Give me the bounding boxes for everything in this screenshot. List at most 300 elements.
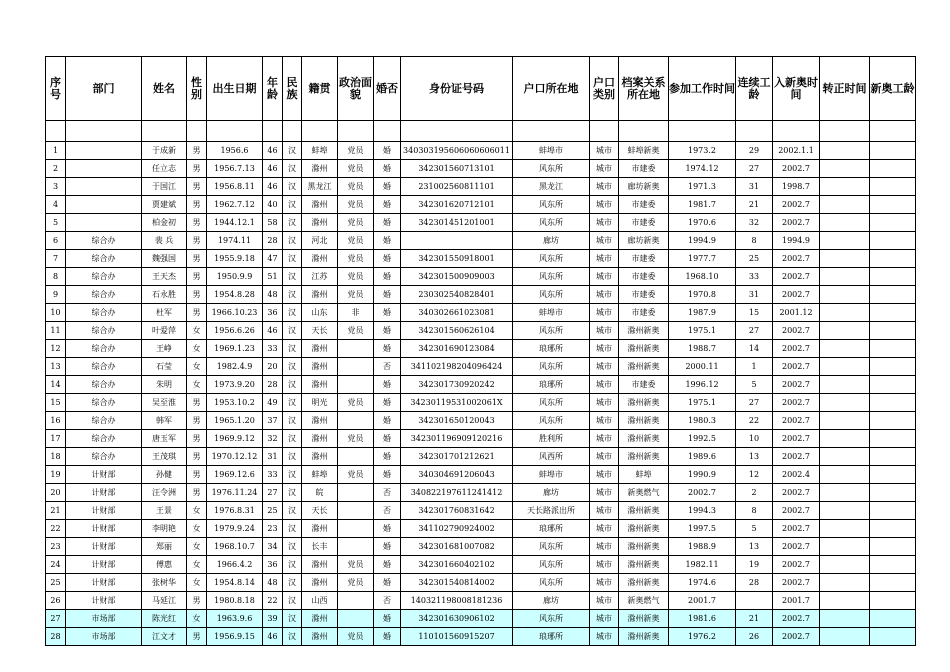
table-cell[interactable]: 滁州 bbox=[302, 196, 338, 214]
table-cell[interactable]: 1971.3 bbox=[669, 178, 736, 196]
table-cell[interactable]: 汉 bbox=[283, 412, 302, 430]
table-cell[interactable]: 3 bbox=[46, 178, 66, 196]
table-cell[interactable]: 男 bbox=[187, 628, 207, 646]
table-row[interactable] bbox=[46, 430, 916, 448]
table-cell[interactable]: 贾建斌 bbox=[142, 196, 187, 214]
table-cell[interactable]: 8 bbox=[736, 502, 773, 520]
table-cell[interactable]: 李明艳 bbox=[142, 520, 187, 538]
table-cell[interactable]: 1970.12.12 bbox=[207, 448, 263, 466]
table-cell[interactable]: 341102790924002 bbox=[401, 520, 513, 538]
table-cell[interactable]: 32 bbox=[263, 430, 283, 448]
table-row[interactable] bbox=[46, 376, 916, 394]
table-cell[interactable]: 风东所 bbox=[513, 268, 590, 286]
table-cell[interactable]: 汉 bbox=[283, 322, 302, 340]
table-cell[interactable]: 13 bbox=[736, 448, 773, 466]
table-cell[interactable]: 孙健 bbox=[142, 466, 187, 484]
table-cell[interactable]: 27 bbox=[46, 610, 66, 628]
table-cell[interactable]: 男 bbox=[187, 250, 207, 268]
table-cell[interactable]: 滁州 bbox=[302, 160, 338, 178]
table-cell[interactable]: 滁州 bbox=[302, 610, 338, 628]
table-cell[interactable]: 城市 bbox=[590, 376, 619, 394]
table-cell[interactable]: 2002.7 bbox=[773, 214, 820, 232]
table-cell[interactable]: 2002.7 bbox=[773, 628, 820, 646]
column-header[interactable]: 性别 bbox=[187, 57, 207, 121]
table-cell[interactable]: 汉 bbox=[283, 448, 302, 466]
table-cell[interactable] bbox=[66, 178, 142, 196]
table-cell[interactable]: 汉 bbox=[283, 430, 302, 448]
table-cell[interactable] bbox=[66, 196, 142, 214]
table-cell[interactable]: 滁州 bbox=[302, 340, 338, 358]
table-cell[interactable]: 非 bbox=[338, 304, 374, 322]
table-cell[interactable]: 婚 bbox=[374, 214, 401, 232]
table-cell[interactable]: 蚌埠市 bbox=[513, 466, 590, 484]
table-cell[interactable]: 11 bbox=[46, 322, 66, 340]
table-cell[interactable]: 1954.8.28 bbox=[207, 286, 263, 304]
table-cell[interactable]: 1988.9 bbox=[669, 538, 736, 556]
table-cell[interactable] bbox=[870, 142, 916, 160]
table-cell[interactable]: 党员 bbox=[338, 430, 374, 448]
table-cell[interactable]: 城市 bbox=[590, 628, 619, 646]
table-cell[interactable]: 滁州新奥 bbox=[619, 412, 669, 430]
table-cell[interactable]: 城市 bbox=[590, 556, 619, 574]
table-cell[interactable]: 21 bbox=[46, 502, 66, 520]
table-cell[interactable]: 2002.7 bbox=[773, 322, 820, 340]
table-cell[interactable]: 党员 bbox=[338, 142, 374, 160]
table-cell[interactable]: 10 bbox=[46, 304, 66, 322]
table-cell[interactable]: 男 bbox=[187, 592, 207, 610]
table-cell[interactable]: 琅琊所 bbox=[513, 376, 590, 394]
table-cell[interactable]: 27 bbox=[263, 484, 283, 502]
table-cell[interactable]: 市建委 bbox=[619, 214, 669, 232]
table-cell[interactable] bbox=[820, 250, 870, 268]
table-cell[interactable]: 女 bbox=[187, 520, 207, 538]
table-cell[interactable]: 男 bbox=[187, 268, 207, 286]
table-cell[interactable]: 汉 bbox=[283, 196, 302, 214]
table-cell[interactable]: 1 bbox=[46, 142, 66, 160]
column-header[interactable]: 部门 bbox=[66, 57, 142, 121]
table-cell[interactable]: 33 bbox=[263, 466, 283, 484]
table-cell[interactable]: 2002.7 bbox=[773, 610, 820, 628]
table-cell[interactable]: 女 bbox=[187, 376, 207, 394]
table-cell[interactable]: 2002.7 bbox=[773, 556, 820, 574]
table-cell[interactable]: 23 bbox=[46, 538, 66, 556]
table-cell[interactable]: 36 bbox=[263, 304, 283, 322]
table-cell[interactable] bbox=[820, 232, 870, 250]
table-cell[interactable]: 山西 bbox=[302, 592, 338, 610]
table-cell[interactable]: 1968.10 bbox=[669, 268, 736, 286]
table-cell[interactable]: 廊坊新奥 bbox=[619, 232, 669, 250]
table-cell[interactable]: 党员 bbox=[338, 394, 374, 412]
table-cell[interactable] bbox=[338, 538, 374, 556]
column-header[interactable]: 年龄 bbox=[263, 57, 283, 121]
table-cell[interactable]: 342301500909003 bbox=[401, 268, 513, 286]
table-cell[interactable]: 342301550918001 bbox=[401, 250, 513, 268]
table-cell[interactable]: 1987.9 bbox=[669, 304, 736, 322]
table-cell[interactable]: 22 bbox=[736, 412, 773, 430]
table-cell[interactable]: 吴至淮 bbox=[142, 394, 187, 412]
table-cell[interactable]: 综合办 bbox=[66, 250, 142, 268]
table-cell[interactable]: 女 bbox=[187, 340, 207, 358]
table-cell[interactable]: 1988.7 bbox=[669, 340, 736, 358]
table-cell[interactable] bbox=[338, 502, 374, 520]
table-cell[interactable]: 10 bbox=[736, 430, 773, 448]
table-cell[interactable]: 2002.7 bbox=[773, 502, 820, 520]
table-cell[interactable] bbox=[66, 142, 142, 160]
table-cell[interactable] bbox=[401, 232, 513, 250]
empty-cell[interactable] bbox=[773, 121, 820, 142]
table-cell[interactable]: 2002.7 bbox=[773, 250, 820, 268]
table-cell[interactable]: 1973.9.20 bbox=[207, 376, 263, 394]
table-cell[interactable] bbox=[820, 592, 870, 610]
table-cell[interactable]: 2002.7 bbox=[669, 484, 736, 502]
table-cell[interactable]: 1989.6 bbox=[669, 448, 736, 466]
table-cell[interactable] bbox=[870, 196, 916, 214]
table-cell[interactable]: 15 bbox=[736, 304, 773, 322]
table-cell[interactable] bbox=[870, 214, 916, 232]
table-cell[interactable]: 1955.9.18 bbox=[207, 250, 263, 268]
table-cell[interactable]: 婚 bbox=[374, 610, 401, 628]
table-cell[interactable]: 婚 bbox=[374, 340, 401, 358]
table-cell[interactable]: 48 bbox=[263, 574, 283, 592]
table-row[interactable] bbox=[46, 610, 916, 628]
table-cell[interactable]: 滁州 bbox=[302, 412, 338, 430]
table-cell[interactable] bbox=[870, 556, 916, 574]
table-cell[interactable] bbox=[870, 538, 916, 556]
table-cell[interactable]: 汉 bbox=[283, 178, 302, 196]
table-cell[interactable]: 否 bbox=[374, 358, 401, 376]
table-cell[interactable]: 23 bbox=[263, 520, 283, 538]
table-cell[interactable]: 滁州新奥 bbox=[619, 448, 669, 466]
table-cell[interactable]: 2002.7 bbox=[773, 268, 820, 286]
table-cell[interactable]: 党员 bbox=[338, 574, 374, 592]
table-cell[interactable]: 1962.7.12 bbox=[207, 196, 263, 214]
table-cell[interactable] bbox=[338, 592, 374, 610]
table-cell[interactable]: 汉 bbox=[283, 232, 302, 250]
table-cell[interactable]: 党员 bbox=[338, 628, 374, 646]
empty-cell[interactable] bbox=[207, 121, 263, 142]
table-cell[interactable]: 1966.4.2 bbox=[207, 556, 263, 574]
table-cell[interactable]: 2002.7 bbox=[773, 196, 820, 214]
table-cell[interactable] bbox=[820, 628, 870, 646]
table-cell[interactable]: 26 bbox=[46, 592, 66, 610]
column-header[interactable]: 政治面貌 bbox=[338, 57, 374, 121]
table-cell[interactable]: 2002.7 bbox=[773, 448, 820, 466]
table-cell[interactable]: 琅琊所 bbox=[513, 520, 590, 538]
table-cell[interactable]: 1975.1 bbox=[669, 394, 736, 412]
table-cell[interactable]: 男 bbox=[187, 214, 207, 232]
table-cell[interactable]: 2001.7 bbox=[773, 592, 820, 610]
table-cell[interactable] bbox=[338, 358, 374, 376]
table-cell[interactable]: 1976.8.31 bbox=[207, 502, 263, 520]
table-cell[interactable]: 滁州新奥 bbox=[619, 574, 669, 592]
table-cell[interactable]: 汉 bbox=[283, 376, 302, 394]
table-cell[interactable]: 25 bbox=[46, 574, 66, 592]
table-cell[interactable]: 风东所 bbox=[513, 250, 590, 268]
table-cell[interactable]: 342301701212621 bbox=[401, 448, 513, 466]
table-cell[interactable]: 计财部 bbox=[66, 556, 142, 574]
table-cell[interactable]: 韩军 bbox=[142, 412, 187, 430]
table-cell[interactable]: 1998.7 bbox=[773, 178, 820, 196]
table-cell[interactable]: 综合办 bbox=[66, 340, 142, 358]
empty-cell[interactable] bbox=[374, 121, 401, 142]
table-cell[interactable]: 2002.4 bbox=[773, 466, 820, 484]
table-cell[interactable]: 1980.3 bbox=[669, 412, 736, 430]
table-cell[interactable]: 2002.7 bbox=[773, 430, 820, 448]
table-cell[interactable]: 城市 bbox=[590, 214, 619, 232]
table-cell[interactable]: 汉 bbox=[283, 466, 302, 484]
table-cell[interactable]: 城市 bbox=[590, 502, 619, 520]
table-cell[interactable]: 男 bbox=[187, 430, 207, 448]
table-cell[interactable]: 婚 bbox=[374, 430, 401, 448]
table-cell[interactable]: 21 bbox=[736, 196, 773, 214]
table-row[interactable] bbox=[46, 160, 916, 178]
table-cell[interactable]: 2002.7 bbox=[773, 160, 820, 178]
table-cell[interactable]: 1956.6 bbox=[207, 142, 263, 160]
table-cell[interactable]: 于成新 bbox=[142, 142, 187, 160]
table-cell[interactable]: 2002.7 bbox=[773, 394, 820, 412]
table-row[interactable] bbox=[46, 502, 916, 520]
table-cell[interactable]: 31 bbox=[263, 448, 283, 466]
table-cell[interactable]: 市场部 bbox=[66, 610, 142, 628]
table-cell[interactable]: 1974.6 bbox=[669, 574, 736, 592]
table-cell[interactable]: 男 bbox=[187, 142, 207, 160]
table-cell[interactable]: 风东所 bbox=[513, 286, 590, 304]
table-cell[interactable]: 37 bbox=[263, 412, 283, 430]
table-cell[interactable] bbox=[820, 394, 870, 412]
table-cell[interactable]: 滁州新奥 bbox=[619, 322, 669, 340]
table-cell[interactable]: 1979.9.24 bbox=[207, 520, 263, 538]
table-cell[interactable]: 8 bbox=[736, 232, 773, 250]
table-row[interactable] bbox=[46, 592, 916, 610]
table-cell[interactable] bbox=[820, 142, 870, 160]
table-cell[interactable]: 婚 bbox=[374, 466, 401, 484]
table-row[interactable] bbox=[46, 412, 916, 430]
table-cell[interactable]: 男 bbox=[187, 412, 207, 430]
table-cell[interactable]: 1956.9.15 bbox=[207, 628, 263, 646]
table-cell[interactable]: 1981.6 bbox=[669, 610, 736, 628]
table-cell[interactable]: 1953.10.2 bbox=[207, 394, 263, 412]
table-cell[interactable]: 综合办 bbox=[66, 322, 142, 340]
table-cell[interactable]: 231002560811101 bbox=[401, 178, 513, 196]
table-cell[interactable]: 32 bbox=[736, 214, 773, 232]
table-cell[interactable]: 河北 bbox=[302, 232, 338, 250]
table-cell[interactable]: 任立志 bbox=[142, 160, 187, 178]
table-cell[interactable]: 石莹 bbox=[142, 358, 187, 376]
table-cell[interactable] bbox=[820, 538, 870, 556]
table-cell[interactable]: 342301451201001 bbox=[401, 214, 513, 232]
column-header[interactable]: 身份证号码 bbox=[401, 57, 513, 121]
table-cell[interactable]: 340303195606060606011 bbox=[401, 142, 513, 160]
table-cell[interactable]: 蚌埠市 bbox=[513, 142, 590, 160]
table-cell[interactable]: 女 bbox=[187, 358, 207, 376]
table-cell[interactable]: 王天杰 bbox=[142, 268, 187, 286]
table-cell[interactable] bbox=[870, 628, 916, 646]
table-cell[interactable]: 1950.9.9 bbox=[207, 268, 263, 286]
table-cell[interactable]: 1973.2 bbox=[669, 142, 736, 160]
table-cell[interactable]: 49 bbox=[263, 394, 283, 412]
table-cell[interactable]: 19 bbox=[46, 466, 66, 484]
table-cell[interactable]: 25 bbox=[263, 502, 283, 520]
table-cell[interactable]: 1976.2 bbox=[669, 628, 736, 646]
table-cell[interactable]: 14 bbox=[46, 376, 66, 394]
table-cell[interactable]: 滁州 bbox=[302, 556, 338, 574]
empty-cell[interactable] bbox=[870, 121, 916, 142]
table-cell[interactable]: 1981.7 bbox=[669, 196, 736, 214]
table-cell[interactable] bbox=[870, 322, 916, 340]
table-cell[interactable]: 28 bbox=[263, 232, 283, 250]
table-cell[interactable]: 男 bbox=[187, 178, 207, 196]
table-cell[interactable] bbox=[870, 304, 916, 322]
column-header[interactable]: 连续工龄 bbox=[736, 57, 773, 121]
empty-cell[interactable] bbox=[263, 121, 283, 142]
table-cell[interactable] bbox=[870, 394, 916, 412]
table-cell[interactable]: 城市 bbox=[590, 286, 619, 304]
table-cell[interactable]: 27 bbox=[736, 322, 773, 340]
table-cell[interactable]: 2002.7 bbox=[773, 358, 820, 376]
table-cell[interactable]: 滁州新奥 bbox=[619, 430, 669, 448]
table-cell[interactable]: 计财部 bbox=[66, 466, 142, 484]
table-cell[interactable]: 马延江 bbox=[142, 592, 187, 610]
table-cell[interactable]: 342301560626104 bbox=[401, 322, 513, 340]
table-cell[interactable]: 朱明 bbox=[142, 376, 187, 394]
table-cell[interactable] bbox=[820, 340, 870, 358]
empty-cell[interactable] bbox=[187, 121, 207, 142]
table-cell[interactable]: 13 bbox=[46, 358, 66, 376]
table-cell[interactable]: 唐玉军 bbox=[142, 430, 187, 448]
table-cell[interactable]: 城市 bbox=[590, 340, 619, 358]
table-cell[interactable]: 蚌埠 bbox=[619, 466, 669, 484]
table-cell[interactable]: 城市 bbox=[590, 178, 619, 196]
empty-cell[interactable] bbox=[338, 121, 374, 142]
table-cell[interactable] bbox=[870, 430, 916, 448]
table-cell[interactable]: 1963.9.6 bbox=[207, 610, 263, 628]
table-cell[interactable]: 婚 bbox=[374, 250, 401, 268]
table-cell[interactable]: 110101560915207 bbox=[401, 628, 513, 646]
table-cell[interactable]: 否 bbox=[374, 592, 401, 610]
table-cell[interactable]: 婚 bbox=[374, 268, 401, 286]
table-cell[interactable]: 342301760831642 bbox=[401, 502, 513, 520]
table-cell[interactable]: 21 bbox=[736, 610, 773, 628]
table-cell[interactable] bbox=[870, 376, 916, 394]
table-cell[interactable]: 滁州新奥 bbox=[619, 628, 669, 646]
table-cell[interactable]: 风东所 bbox=[513, 214, 590, 232]
table-cell[interactable]: 婚 bbox=[374, 394, 401, 412]
table-cell[interactable]: 46 bbox=[263, 178, 283, 196]
table-cell[interactable]: 风东所 bbox=[513, 574, 590, 592]
table-cell[interactable]: 党员 bbox=[338, 232, 374, 250]
empty-cell[interactable] bbox=[66, 121, 142, 142]
table-cell[interactable]: 女 bbox=[187, 556, 207, 574]
table-row[interactable] bbox=[46, 142, 916, 160]
table-cell[interactable]: 风东所 bbox=[513, 610, 590, 628]
table-cell[interactable]: 廊坊 bbox=[513, 232, 590, 250]
table-cell[interactable]: 江苏 bbox=[302, 268, 338, 286]
table-cell[interactable]: 340822197611241412 bbox=[401, 484, 513, 502]
table-cell[interactable]: 19 bbox=[736, 556, 773, 574]
table-cell[interactable]: 1954.8.14 bbox=[207, 574, 263, 592]
table-cell[interactable]: 汉 bbox=[283, 574, 302, 592]
table-cell[interactable]: 滁州 bbox=[302, 214, 338, 232]
table-cell[interactable]: 342301620712101 bbox=[401, 196, 513, 214]
table-row[interactable] bbox=[46, 286, 916, 304]
table-cell[interactable] bbox=[820, 286, 870, 304]
table-cell[interactable] bbox=[870, 466, 916, 484]
table-cell[interactable]: 2000.11 bbox=[669, 358, 736, 376]
table-cell[interactable]: 342301540814002 bbox=[401, 574, 513, 592]
table-cell[interactable]: 48 bbox=[263, 286, 283, 304]
table-cell[interactable]: 廊坊 bbox=[513, 592, 590, 610]
table-cell[interactable]: 340304691206043 bbox=[401, 466, 513, 484]
table-cell[interactable] bbox=[820, 160, 870, 178]
table-cell[interactable]: 1970.8 bbox=[669, 286, 736, 304]
table-cell[interactable]: 婚 bbox=[374, 574, 401, 592]
table-cell[interactable]: 2002.7 bbox=[773, 520, 820, 538]
table-cell[interactable]: 1969.1.23 bbox=[207, 340, 263, 358]
table-cell[interactable]: 40 bbox=[263, 196, 283, 214]
table-cell[interactable] bbox=[820, 268, 870, 286]
table-cell[interactable]: 36 bbox=[263, 556, 283, 574]
table-cell[interactable]: 22 bbox=[46, 520, 66, 538]
table-cell[interactable]: 城市 bbox=[590, 538, 619, 556]
table-cell[interactable]: 综合办 bbox=[66, 268, 142, 286]
table-cell[interactable]: 黑龙江 bbox=[513, 178, 590, 196]
table-row[interactable] bbox=[46, 340, 916, 358]
table-cell[interactable]: 长丰 bbox=[302, 538, 338, 556]
table-cell[interactable]: 滁州新奥 bbox=[619, 538, 669, 556]
table-cell[interactable]: 滁州 bbox=[302, 448, 338, 466]
table-cell[interactable] bbox=[870, 412, 916, 430]
table-cell[interactable]: 39 bbox=[263, 610, 283, 628]
table-cell[interactable]: 滁州新奥 bbox=[619, 520, 669, 538]
table-cell[interactable]: 46 bbox=[263, 160, 283, 178]
table-cell[interactable] bbox=[820, 520, 870, 538]
table-cell[interactable] bbox=[870, 592, 916, 610]
table-cell[interactable]: 1980.8.18 bbox=[207, 592, 263, 610]
table-cell[interactable]: 7 bbox=[46, 250, 66, 268]
table-cell[interactable]: 婚 bbox=[374, 556, 401, 574]
table-cell[interactable]: 1969.12.6 bbox=[207, 466, 263, 484]
table-cell[interactable]: 计财部 bbox=[66, 574, 142, 592]
table-cell[interactable]: 1992.5 bbox=[669, 430, 736, 448]
empty-cell[interactable] bbox=[142, 121, 187, 142]
table-cell[interactable]: 汉 bbox=[283, 214, 302, 232]
table-cell[interactable]: 27 bbox=[736, 160, 773, 178]
table-cell[interactable] bbox=[870, 502, 916, 520]
table-cell[interactable]: 城市 bbox=[590, 412, 619, 430]
table-cell[interactable]: 婚 bbox=[374, 160, 401, 178]
table-cell[interactable]: 滁州 bbox=[302, 250, 338, 268]
table-cell[interactable]: 滁州 bbox=[302, 430, 338, 448]
table-cell[interactable]: 蚌埠 bbox=[302, 466, 338, 484]
column-header[interactable]: 户口类别 bbox=[590, 57, 619, 121]
table-cell[interactable]: 男 bbox=[187, 466, 207, 484]
table-cell[interactable]: 新奥燃气 bbox=[619, 592, 669, 610]
table-cell[interactable] bbox=[820, 412, 870, 430]
table-cell[interactable]: 1969.9.12 bbox=[207, 430, 263, 448]
table-cell[interactable]: 山东 bbox=[302, 304, 338, 322]
table-cell[interactable]: 城市 bbox=[590, 196, 619, 214]
table-cell[interactable] bbox=[736, 592, 773, 610]
table-cell[interactable]: 汉 bbox=[283, 628, 302, 646]
table-row[interactable] bbox=[46, 574, 916, 592]
table-cell[interactable] bbox=[820, 466, 870, 484]
table-cell[interactable]: 于国江 bbox=[142, 178, 187, 196]
table-cell[interactable]: 5 bbox=[736, 520, 773, 538]
table-cell[interactable]: 郑丽 bbox=[142, 538, 187, 556]
table-cell[interactable]: 王茂琪 bbox=[142, 448, 187, 466]
empty-cell[interactable] bbox=[46, 121, 66, 142]
table-cell[interactable] bbox=[338, 484, 374, 502]
